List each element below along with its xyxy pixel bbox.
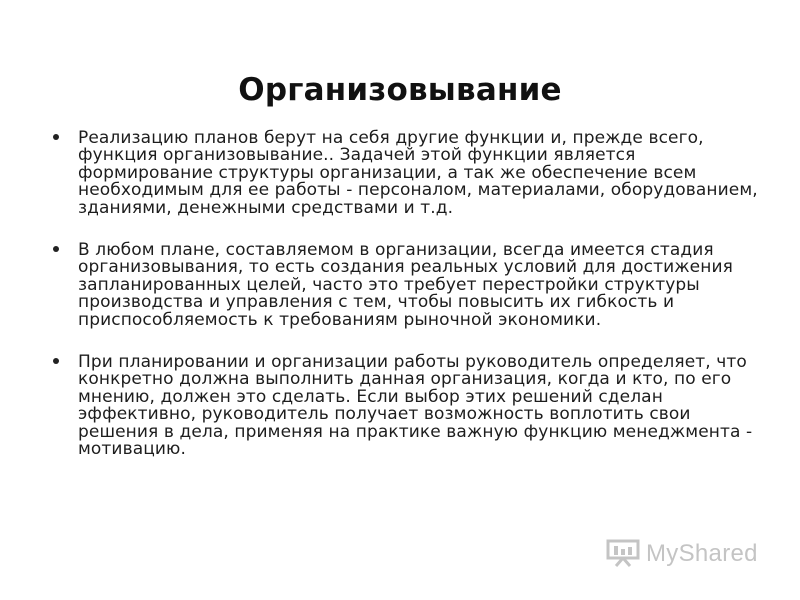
presentation-board-icon [606,539,640,567]
bullet-item [52,354,767,458]
bullet-item [52,242,767,329]
watermark-text: MyShared [646,540,758,567]
bullet-text: В любом плане, составляемом в организации, всегда имеется стадия организовывания, то есть создания реальных условий для достижения запланированных целей, часто это требует перестройки структуры производства и управления с тем, чтобы повысить их гибкость и приспособляемость к требованиям рыночной экономики. [78,240,733,330]
bullet-dot [53,134,59,140]
bullet-text: При планировании и организации работы руководитель определяет, что конкретно должна выполнить данная организация, когда и кто, по его мнению, должен это сделать. Если выбор этих решений сделан эффективно, руководитель получает возможность воплотить свои решения в дела, применяя на практике важную функцию менеджмента - мотивацию. [78,352,753,460]
bullet-item [52,130,767,217]
bullet-dot [53,246,59,252]
bullet-text: Реализацию планов берут на себя другие функции и, прежде всего, функция организовывание.. Задачей этой функции является формирование структуры организации, а так же обеспечение всем необходимым для ее работы - персоналом, материалами, оборудованием, зданиями, денежными средствами и т.д. [78,128,758,218]
watermark-logo [606,536,776,568]
bullet-list [52,130,767,484]
bullet-dot [53,358,59,364]
slide-title: Организовывание [238,72,562,108]
